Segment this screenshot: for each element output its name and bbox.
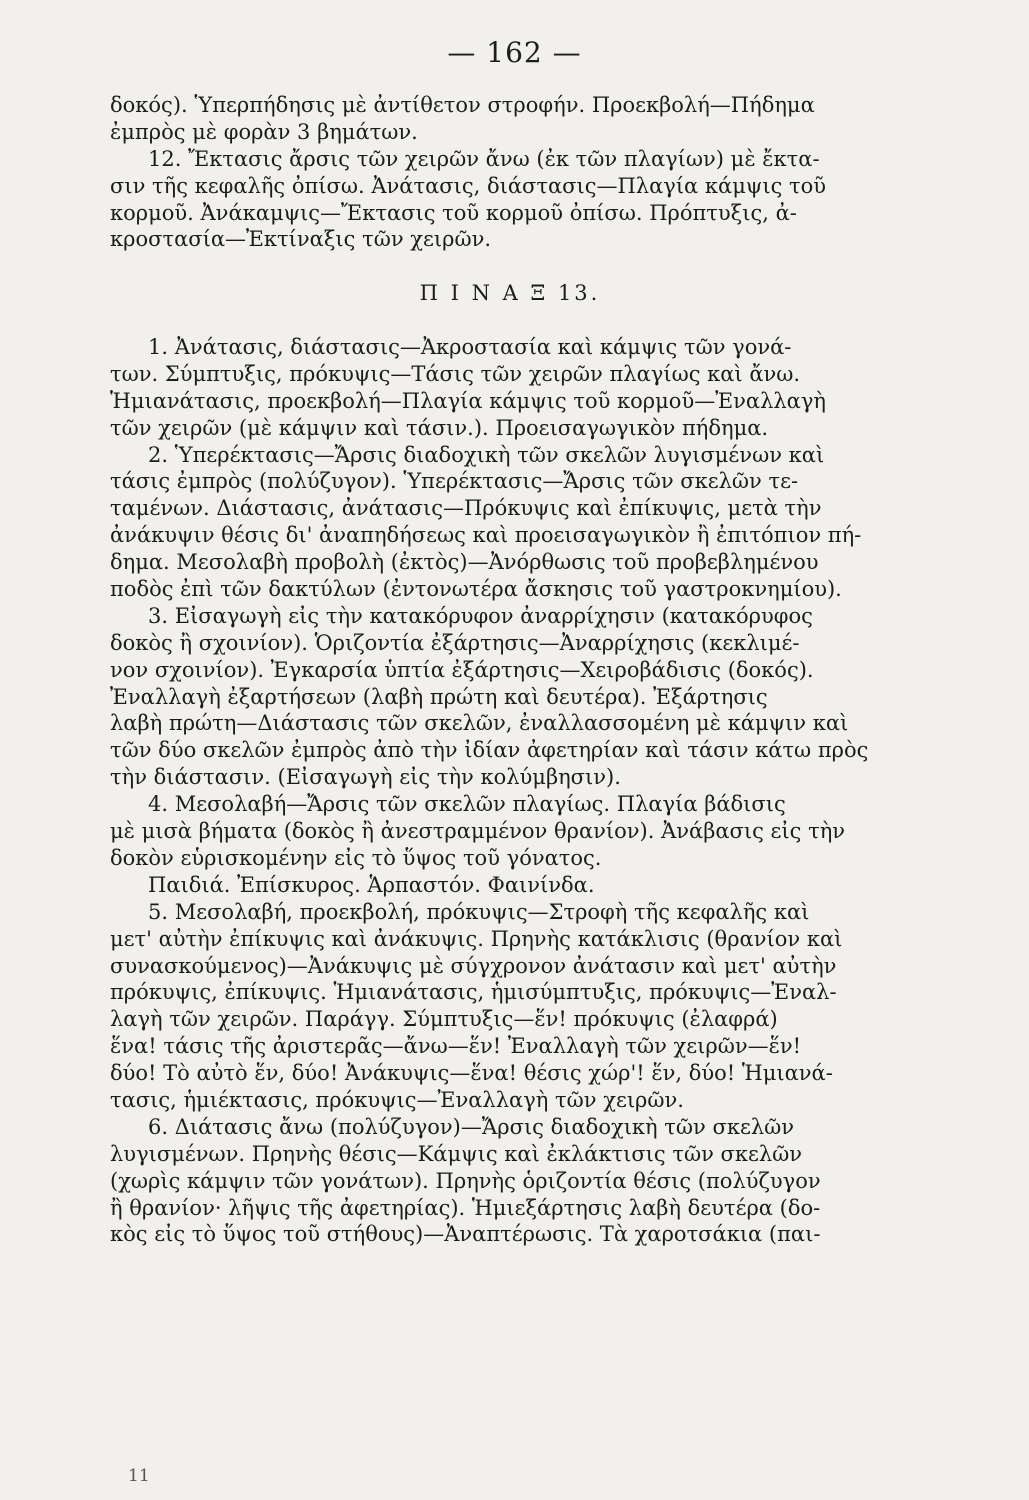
signature-mark: 11 (128, 1466, 150, 1486)
text-line: τῶν χειρῶν (μὲ κάμψιν καὶ τάσιν.). Προεισαγωγικὸν πήδημα. (110, 415, 769, 440)
text-line: δύο! Τὸ αὐτὸ ἕν, δύο! Ἀνάκυψις—ἕνα! θέσις χώρ'! ἕν, δύο! Ἡμιανά- (110, 1061, 833, 1086)
text-line: σιν τῆς κεφαλῆς ὀπίσω. Ἀνάτασις, διάστασις—Πλαγία κάμψις τοῦ (110, 173, 827, 198)
text-line: συνασκούμενος)—Ἀνάκυψις μὲ σύγχρονον ἀνάτασιν καὶ μετ' αὐτὴν (110, 953, 837, 978)
text-line: κροστασία—Ἐκτίναξις τῶν χειρῶν. (110, 227, 492, 252)
text-line: 4. Μεσολαβή—Ἄρσις τῶν σκελῶν πλαγίως. Πλαγία βάδισις (148, 792, 786, 817)
text-line: ταμένων. Διάστασις, ἀνάτασις—Πρόκυψις καὶ ἐπίκυψις, μετὰ τὴν (110, 496, 822, 521)
text-line: ἐμπρὸς μὲ φορὰν 3 βημάτων. (110, 119, 418, 144)
text-line: πρόκυψις, ἐπίκυψις. Ἡμιανάτασις, ἡμισύμπτυξις, πρόκυψις—Ἐναλ- (110, 980, 837, 1005)
text-line: νον σχοινίον). Ἐγκαρσία ὑπτία ἐξάρτησις—Χειροβάδισις (δοκός). (110, 657, 814, 682)
text-line: τῶν δύο σκελῶν ἐμπρὸς ἀπὸ τὴν ἰδίαν ἀφετηρίαν καὶ τάσιν κάτω πρὸς (110, 738, 869, 763)
page-number: — 162 — (447, 36, 582, 69)
text-line: Ἡμιανάτασις, προεκβολή—Πλαγία κάμψις τοῦ κορμοῦ—Ἐναλλαγὴ (110, 388, 826, 413)
text-line: Παιδιά. Ἐπίσκυρος. Ἁρπαστόν. Φαινίνδα. (148, 872, 595, 897)
text-line: 1. Ἀνάτασις, διάστασις—Ἀκροστασία καὶ κάμψις τῶν γονά- (148, 335, 792, 360)
text-line: δοκός). Ὑπερπήδησις μὲ ἀντίθετον στροφήν. Προεκβολή—Πήδημα (110, 93, 815, 117)
text-line: λαβὴ πρώτη—Διάστασις τῶν σκελῶν, ἐναλλασσομένη μὲ κάμψιν καὶ (110, 711, 849, 736)
text-line: των. Σύμπτυξις, πρόκυψις—Τάσις τῶν χειρῶν πλαγίως καὶ ἄνω. (110, 361, 801, 386)
text-line: ποδὸς ἐπὶ τῶν δακτύλων (ἐντονωτέρα ἄσκησις τοῦ γαστροκνημίου). (110, 577, 842, 602)
text-line: τασις, ἡμιέκτασις, πρόκυψις—Ἐναλλαγὴ τῶν χειρῶν. (110, 1087, 684, 1112)
text-line: δοκὸς ἢ σχοινίον). Ὁριζοντία ἐξάρτησις—Ἀναρρίχησις (κεκλιμέ- (110, 630, 800, 655)
text-line: 12. Ἔκτασις ἄρσις τῶν χειρῶν ἄνω (ἐκ τῶν πλαγίων) μὲ ἔκτα- (148, 146, 820, 171)
text-line: λαγὴ τῶν χειρῶν. Παράγγ. Σύμπτυξις—ἕν! πρόκυψις (ἐλαφρά) (110, 1007, 778, 1032)
text-line: 2. Ὑπερέκτασις—Ἄρσις διαδοχικὴ τῶν σκελῶν λυγισμένων καὶ (148, 442, 825, 467)
text-line: 5. Μεσολαβή, προεκβολή, πρόκυψις—Στροφὴ τῆς κεφαλῆς καὶ (148, 899, 810, 924)
text-line: μὲ μισὰ βήματα (δοκὸς ἢ ἀνεστραμμένον θρανίον). Ἀνάβασις εἰς τὴν (110, 819, 846, 844)
text-line: ἀνάκυψιν θέσις δι' ἀναπηδήσεως καὶ προεισαγωγικὸν ἢ ἐπιτόπιον πή- (110, 523, 862, 548)
text-line: κὸς εἰς τὸ ὕψος τοῦ στήθους)—Ἀναπτέρωσις. Τὰ χαροτσάκια (παι- (110, 1222, 821, 1247)
text-line: ἕνα! τάσις τῆς ἀριστερᾶς—ἄνω—ἕν! Ἐναλλαγὴ τῶν χειρῶν—ἕν! (110, 1034, 802, 1059)
text-line: τάσις ἐμπρὸς (πολύζυγον). Ὑπερέκτασις—Ἄρσις τῶν σκελῶν τε- (110, 469, 799, 494)
text-line: λυγισμένων. Πρηνὴς θέσις—Κάμψις καὶ ἐκλάκτισις τῶν σκελῶν (110, 1141, 803, 1166)
text-line: Ἐναλλαγὴ ἐξαρτήσεων (λαβὴ πρώτη καὶ δευτέρα). Ἐξάρτησις (110, 684, 768, 709)
section-heading: Π Ι Ν Α Ξ 13. (419, 281, 601, 306)
body-text (110, 92, 910, 1248)
text-line (110, 307, 910, 334)
text-line: ἢ θρανίον· λῆψις τῆς ἀφετηρίας). Ἡμιεξάρτησις λαβὴ δευτέρα (δο- (110, 1195, 821, 1220)
text-line: δοκὸν εὑρισκομένην εἰς τὸ ὕψος τοῦ γόνατος. (110, 845, 602, 870)
text-line (110, 253, 910, 280)
text-line: τὴν διάστασιν. (Εἰσαγωγὴ εἰς τὴν κολύμβησιν). (110, 765, 621, 790)
text-line: κορμοῦ. Ἀνάκαμψις—Ἔκτασις τοῦ κορμοῦ ὀπίσω. Πρόπτυξις, ἀ- (110, 200, 797, 225)
text-line: 6. Διάτασις ἄνω (πολύζυγον)—Ἄρσις διαδοχικὴ τῶν σκελῶν (148, 1114, 795, 1139)
text-line: 3. Εἰσαγωγὴ εἰς τὴν κατακόρυφον ἀναρρίχησιν (κατακόρυφος (148, 603, 813, 628)
text-line: δημα. Μεσολαβὴ προβολὴ (ἐκτὸς)—Ἀνόρθωσις τοῦ προβεβλημένου (110, 550, 819, 575)
text-line: (χωρὶς κάμψιν τῶν γονάτων). Πρηνὴς ὁριζοντία θέσις (πολύζυγον (110, 1168, 821, 1193)
text-line: μετ' αὐτὴν ἐπίκυψις καὶ ἀνάκυψις. Πρηνὴς κατάκλισις (θρανίον καὶ (110, 926, 843, 951)
